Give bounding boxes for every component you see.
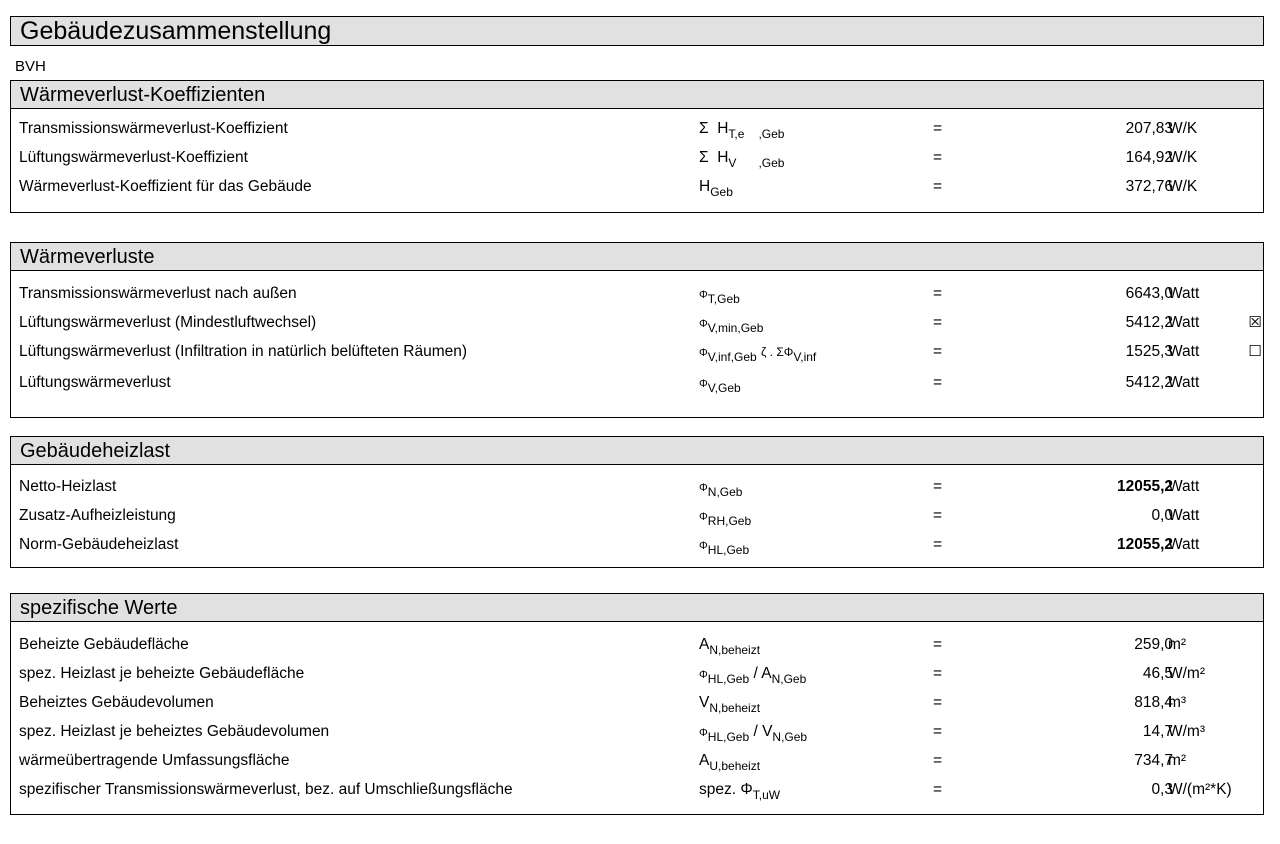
checked-checkbox[interactable]: ☒	[1248, 314, 1262, 331]
row-label: Lüftungswärmeverlust-Koeffizient	[19, 149, 248, 166]
section-specific-values	[10, 593, 1264, 815]
table-row	[11, 534, 1263, 558]
row-symbol: $H_{Geb}$	[699, 178, 733, 199]
row-value: 164,92	[1125, 149, 1173, 166]
row-symbol: $\Phi_{N,Geb}$	[699, 482, 743, 499]
row-symbol: spez. $\Phi_{T,uW}$	[699, 781, 781, 802]
row-symbol: $\Phi_{V,inf,Geb}$ ζ . $\Sigma\Phi_{V,inf}$	[699, 345, 817, 364]
row-unit: Watt	[1168, 507, 1200, 524]
table-row	[11, 341, 1263, 365]
section-heading-bar	[11, 437, 1263, 465]
row-label: Lüftungswärmeverlust (Infiltration in natürlich belüfteten Räumen)	[19, 343, 468, 360]
row-value: 12055,2	[1116, 536, 1173, 553]
equals-sign: =	[933, 665, 943, 682]
row-label: Wärmeverlust-Koeffizient für das Gebäude	[19, 178, 312, 195]
table-row	[11, 176, 1263, 200]
table-row	[11, 721, 1263, 745]
row-unit: Watt	[1168, 314, 1200, 331]
row-symbol: $V_{N,beheizt}$	[699, 694, 761, 715]
row-value: 372,76	[1125, 178, 1173, 195]
equals-sign: =	[933, 478, 943, 495]
table-row	[11, 505, 1263, 529]
table-row	[11, 147, 1263, 171]
row-unit: W/m³	[1168, 723, 1206, 740]
project-name: BVH	[15, 58, 46, 75]
equals-sign: =	[933, 636, 943, 653]
equals-sign: =	[933, 694, 943, 711]
row-unit: W/m²	[1168, 665, 1206, 682]
row-value: 5412,2	[1125, 374, 1173, 391]
section-heat-loss-coefficients	[10, 80, 1264, 213]
row-symbol: $A_{U,beheizt}$	[699, 752, 761, 773]
section-heat-losses	[10, 242, 1264, 418]
row-label: Zusatz-Aufheizleistung	[19, 507, 176, 524]
row-value: 14,7	[1142, 723, 1173, 740]
row-label: spez. Heizlast je beheizte Gebäudefläche	[19, 665, 305, 682]
section-heading-bar	[11, 81, 1263, 109]
section-heading-bar	[11, 243, 1263, 271]
row-symbol: Σ $H_{T,e}$ $_{,Geb}$	[699, 120, 785, 141]
row-value: 818,4	[1134, 694, 1173, 711]
row-label: Lüftungswärmeverlust	[19, 374, 171, 391]
row-symbol: $\Phi_{RH,Geb}$	[699, 511, 752, 528]
row-label: spez. Heizlast je beheiztes Gebäudevolumen	[19, 723, 330, 740]
row-value: 0,3	[1151, 781, 1173, 798]
row-symbol: $\Phi_{V,Geb}$	[699, 378, 741, 395]
row-label: Netto-Heizlast	[19, 478, 117, 495]
equals-sign: =	[933, 507, 943, 524]
row-label: wärmeübertragende Umfassungsfläche	[19, 752, 290, 769]
row-label: Transmissionswärmeverlust nach außen	[19, 285, 297, 302]
table-row	[11, 779, 1263, 803]
row-value: 5412,2	[1125, 314, 1173, 331]
row-unit: m²	[1168, 636, 1187, 653]
row-unit: Watt	[1168, 536, 1200, 553]
row-value: 1525,3	[1125, 343, 1173, 360]
equals-sign: =	[933, 285, 943, 302]
row-symbol: Σ $H_V$ $_{,Geb}$	[699, 149, 785, 170]
table-row	[11, 476, 1263, 500]
row-value: 0,0	[1151, 507, 1173, 524]
row-unit: W/K	[1168, 149, 1198, 166]
row-label: Lüftungswärmeverlust (Mindestluftwechsel)	[19, 314, 317, 331]
table-row	[11, 312, 1263, 336]
row-unit: Watt	[1168, 374, 1200, 391]
row-symbol: $\Phi_{HL,Geb} / V_{N,Geb}$	[699, 723, 808, 744]
equals-sign: =	[933, 343, 943, 360]
equals-sign: =	[933, 781, 943, 798]
row-label: Transmissionswärmeverlust-Koeffizient	[19, 120, 288, 137]
section-heading: Wärmeverluste	[20, 246, 155, 268]
row-value: 12055,2	[1116, 478, 1173, 495]
row-value: 259,0	[1134, 636, 1173, 653]
row-label: spezifischer Transmissionswärmeverlust, bez. auf Umschließungsfläche	[19, 781, 513, 798]
row-unit: W/(m²*K)	[1168, 781, 1232, 798]
equals-sign: =	[933, 314, 943, 331]
row-unit: Watt	[1168, 478, 1200, 495]
row-unit: Watt	[1168, 285, 1200, 302]
section-building-heat-load	[10, 436, 1264, 568]
table-row	[11, 663, 1263, 687]
row-unit: m³	[1168, 694, 1187, 711]
equals-sign: =	[933, 752, 943, 769]
page-title-bar	[10, 16, 1264, 46]
row-label: Norm-Gebäudeheizlast	[19, 536, 179, 553]
section-heading-bar	[11, 594, 1263, 622]
equals-sign: =	[933, 120, 943, 137]
unchecked-checkbox[interactable]: ☐	[1248, 343, 1262, 360]
row-value: 46,5	[1142, 665, 1173, 682]
equals-sign: =	[933, 149, 943, 166]
section-heading: Wärmeverlust-Koeffizienten	[20, 84, 266, 106]
row-label: Beheiztes Gebäudevolumen	[19, 694, 214, 711]
table-row	[11, 283, 1263, 307]
equals-sign: =	[933, 178, 943, 195]
page-title: Gebäudezusammenstellung	[20, 17, 332, 45]
equals-sign: =	[933, 536, 943, 553]
row-symbol: $A_{N,beheizt}$	[699, 636, 761, 657]
table-row	[11, 634, 1263, 658]
equals-sign: =	[933, 374, 943, 391]
row-unit: W/K	[1168, 120, 1198, 137]
equals-sign: =	[933, 723, 943, 740]
row-value: 734,7	[1134, 752, 1173, 769]
table-row	[11, 118, 1263, 142]
row-label: Beheizte Gebäudefläche	[19, 636, 189, 653]
row-unit: m²	[1168, 752, 1187, 769]
row-unit: W/K	[1168, 178, 1198, 195]
row-symbol: $\Phi_{V,min,Geb}$	[699, 318, 764, 335]
section-heading: spezifische Werte	[20, 597, 178, 619]
row-symbol: $\Phi_{HL,Geb} / A_{N,Geb}$	[699, 665, 807, 686]
table-row	[11, 372, 1263, 396]
row-value: 207,83	[1125, 120, 1173, 137]
row-unit: Watt	[1168, 343, 1200, 360]
section-heading: Gebäudeheizlast	[20, 440, 171, 462]
table-row	[11, 692, 1263, 716]
row-symbol: $\Phi_{HL,Geb}$	[699, 540, 750, 557]
row-value: 6643,0	[1125, 285, 1173, 302]
table-row	[11, 750, 1263, 774]
row-symbol: $\Phi_{T,Geb}$	[699, 289, 740, 306]
